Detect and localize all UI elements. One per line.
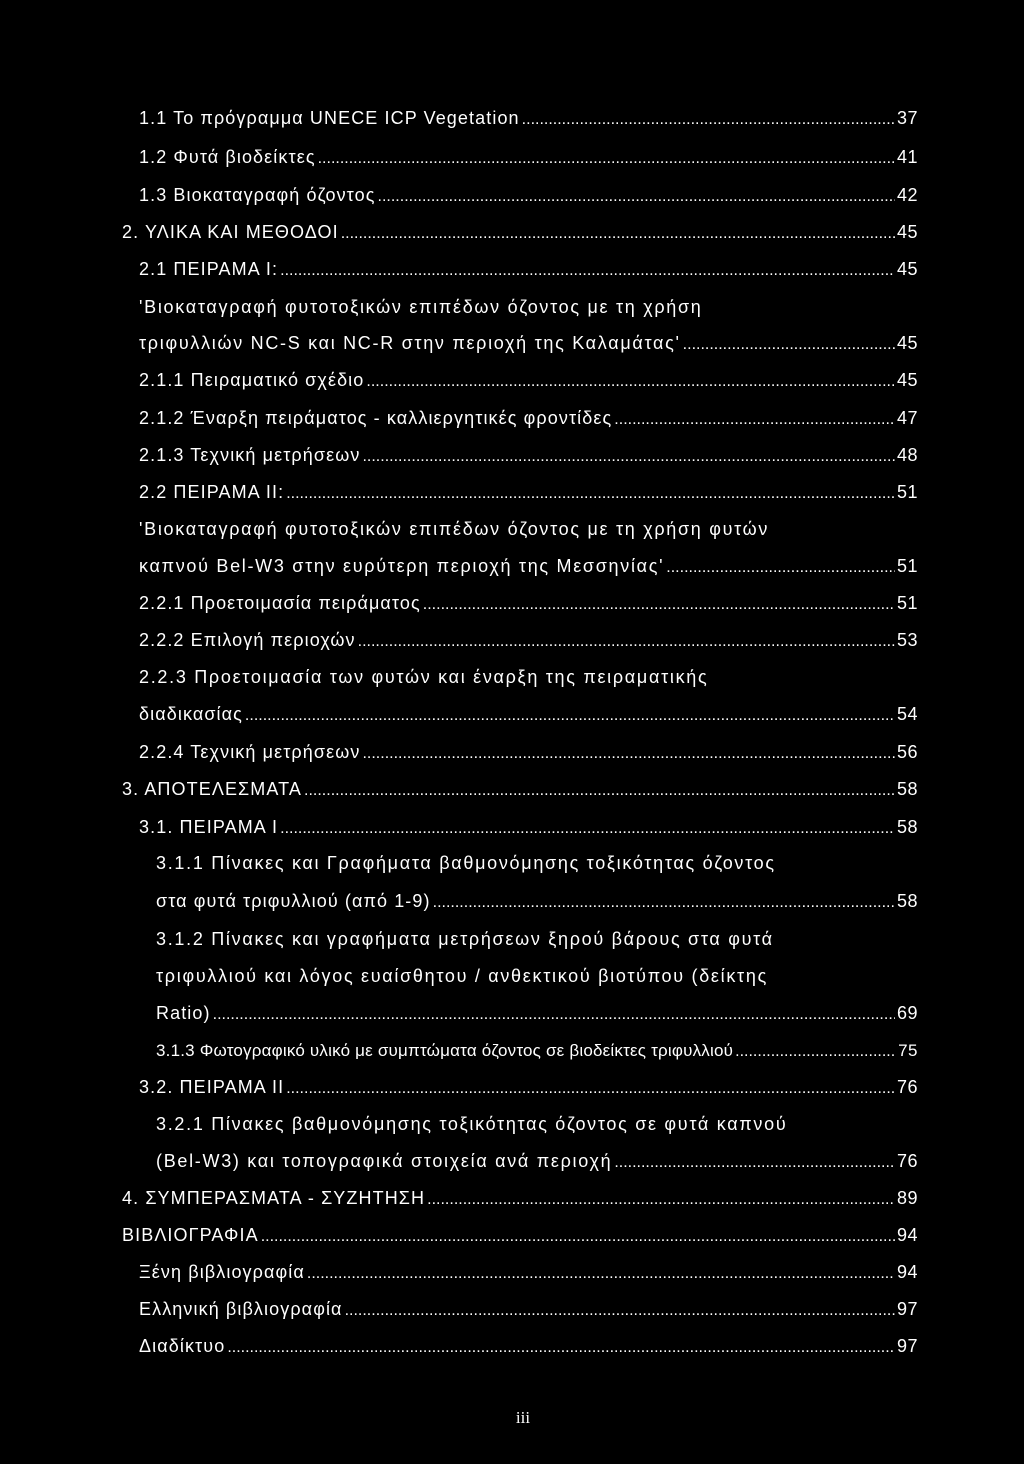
toc-entry bbox=[139, 370, 918, 398]
toc-entry-page: 97 bbox=[896, 1299, 918, 1319]
toc-leader-dots bbox=[433, 894, 895, 912]
toc-entry-title: 'Βιοκαταγραφή φυτοτοξικών επιπέδων όζοντος με τη χρήση φυτών bbox=[139, 519, 770, 539]
toc-entry bbox=[122, 222, 918, 250]
toc-entry bbox=[139, 445, 918, 473]
toc-leader-dots bbox=[261, 1228, 895, 1246]
toc-leader-dots bbox=[427, 1191, 895, 1209]
toc-entry-title: καπνού Bel-W3 στην ευρύτερη περιοχή της Μεσσηνίας' bbox=[139, 556, 665, 576]
toc-entry-title: 2.2 ΠΕΙΡΑΜΑ ΙΙ: bbox=[139, 482, 285, 502]
toc-entry-page: 54 bbox=[896, 704, 918, 724]
toc-entry-title: 3. ΑΠΟΤΕΛΕΣΜΑΤΑ bbox=[122, 779, 303, 799]
toc-leader-dots bbox=[522, 111, 895, 129]
toc-entry bbox=[139, 1299, 918, 1327]
toc-entry-title: 2.2.3 Προετοιμασία των φυτών και έναρξη της πειραματικής bbox=[139, 667, 709, 687]
toc-entry bbox=[139, 742, 918, 770]
toc-entry-page: 53 bbox=[896, 630, 918, 650]
toc-leader-dots bbox=[358, 633, 895, 651]
toc-entry-page: 41 bbox=[896, 147, 918, 167]
toc-entry bbox=[139, 556, 918, 584]
toc-entry bbox=[156, 929, 918, 957]
toc-leader-dots bbox=[227, 1339, 895, 1357]
toc-entry-title: 3.1.3 Φωτογραφικό υλικό με συμπτώματα όζοντος σε βιοδείκτες τριφυλλιού bbox=[156, 1041, 734, 1060]
toc-leader-dots bbox=[307, 1265, 895, 1283]
toc-leader-dots bbox=[318, 150, 895, 168]
toc-entry bbox=[139, 259, 918, 287]
toc-leader-dots bbox=[280, 820, 895, 838]
toc-entry bbox=[139, 185, 918, 213]
toc-entry-title: 2.1.3 Τεχνική μετρήσεων bbox=[139, 445, 361, 465]
toc-entry bbox=[156, 1114, 918, 1142]
toc-entry-page: 37 bbox=[896, 108, 918, 128]
toc-entry bbox=[139, 519, 918, 547]
toc-entry-title: Ξένη βιβλιογραφία bbox=[139, 1262, 305, 1282]
toc-entry-title: 2. ΥΛΙΚΑ ΚΑΙ ΜΕΘΟΔΟΙ bbox=[122, 222, 339, 242]
toc-entry-title: 1.1 Το πρόγραμμα UNECE ICP Vegetation bbox=[139, 108, 520, 128]
toc-entry-title: 2.2.1 Προετοιμασία πειράματος bbox=[139, 593, 421, 613]
toc-leader-dots bbox=[304, 782, 895, 800]
toc-entry bbox=[139, 817, 918, 845]
toc-entry-page: 48 bbox=[896, 445, 918, 465]
toc-entry-title: (Bel-W3) και τοπογραφικά στοιχεία ανά περιοχή bbox=[156, 1151, 613, 1171]
toc-entry bbox=[156, 891, 918, 919]
toc-entry-title: 1.3 Βιοκαταγραφή όζοντος bbox=[139, 185, 376, 205]
toc-leader-dots bbox=[341, 225, 895, 243]
toc-entry-page: 94 bbox=[896, 1225, 918, 1245]
toc-entry-title: Ratio) bbox=[156, 1003, 211, 1023]
toc-entry bbox=[139, 147, 918, 175]
toc-entry bbox=[139, 108, 918, 136]
toc-entry bbox=[139, 482, 918, 510]
toc-entry-page: 51 bbox=[896, 482, 918, 502]
toc-entry-page: 58 bbox=[896, 891, 918, 911]
toc-entry-title: 3.2.1 Πίνακες βαθμονόμησης τοξικότητας όζοντος σε φυτά καπνού bbox=[156, 1114, 788, 1134]
toc-leader-dots bbox=[735, 1043, 896, 1061]
toc-entry-page: 76 bbox=[896, 1151, 918, 1171]
toc-entry bbox=[156, 1151, 918, 1179]
toc-entry-title: 2.2.4 Τεχνική μετρήσεων bbox=[139, 742, 361, 762]
toc-entry-title: 2.1.1 Πειραματικό σχέδιο bbox=[139, 370, 365, 390]
toc-leader-dots bbox=[378, 188, 895, 206]
toc-leader-dots bbox=[345, 1302, 895, 1320]
toc-entry bbox=[139, 593, 918, 621]
toc-entry-page: 94 bbox=[896, 1262, 918, 1282]
toc-entry bbox=[139, 333, 918, 361]
toc-entry bbox=[139, 1336, 918, 1364]
toc-entry-title: 3.1.1 Πίνακες και Γραφήματα βαθμονόμησης τοξικότητας όζοντος bbox=[156, 853, 776, 873]
toc-entry-page: 58 bbox=[896, 779, 918, 799]
toc-entry-page: 51 bbox=[896, 556, 918, 576]
toc-leader-dots bbox=[286, 1080, 895, 1098]
toc-entry-page: 45 bbox=[896, 259, 918, 279]
toc-entry-title: ΒΙΒΛΙΟΓΡΑΦΙΑ bbox=[122, 1225, 259, 1245]
toc-leader-dots bbox=[280, 262, 895, 280]
toc-entry-page: 58 bbox=[896, 817, 918, 837]
toc-leader-dots bbox=[666, 559, 895, 577]
toc-entry-title: 3.1. ΠΕΙΡΑΜΑ Ι bbox=[139, 817, 279, 837]
toc-entry-page: 56 bbox=[896, 742, 918, 762]
toc-leader-dots bbox=[366, 373, 895, 391]
toc-entry-page: 97 bbox=[896, 1336, 918, 1356]
toc-entry bbox=[156, 966, 918, 994]
toc-leader-dots bbox=[423, 596, 895, 614]
toc-entry bbox=[122, 1188, 918, 1216]
page-number: iii bbox=[515, 1408, 531, 1427]
toc-entry-page: 69 bbox=[896, 1003, 918, 1023]
toc-entry bbox=[156, 853, 918, 881]
toc-entry-page: 76 bbox=[896, 1077, 918, 1097]
toc-entry-page: 89 bbox=[896, 1188, 918, 1208]
toc-entry bbox=[139, 704, 918, 732]
toc-entry-page: 42 bbox=[896, 185, 918, 205]
toc-entry-title: διαδικασίας bbox=[139, 704, 243, 724]
toc-leader-dots bbox=[614, 411, 895, 429]
toc-entry-title: στα φυτά τριφυλλιού (από 1-9) bbox=[156, 891, 431, 911]
toc-entry-title: 2.1 ΠΕΙΡΑΜΑ Ι: bbox=[139, 259, 279, 279]
toc-leader-dots bbox=[683, 336, 895, 354]
toc-entry-page: 45 bbox=[896, 333, 918, 353]
toc-entry bbox=[139, 1077, 918, 1105]
toc-entry-page: 51 bbox=[896, 593, 918, 613]
toc-leader-dots bbox=[362, 745, 895, 763]
toc-entry-title: Διαδίκτυο bbox=[139, 1336, 226, 1356]
toc-leader-dots bbox=[286, 485, 895, 503]
toc-entry bbox=[139, 1262, 918, 1290]
toc-entry bbox=[122, 779, 918, 807]
toc-entry bbox=[122, 1225, 918, 1253]
toc-entry-page: 75 bbox=[898, 1041, 918, 1060]
toc-entry-title: Ελληνική βιβλιογραφία bbox=[139, 1299, 343, 1319]
toc-entry-title: 3.2. ΠΕΙΡΑΜΑ ΙΙ bbox=[139, 1077, 285, 1097]
toc-leader-dots bbox=[362, 448, 895, 466]
toc-leader-dots bbox=[213, 1006, 895, 1024]
toc-entry-title: 3.1.2 Πίνακες και γραφήματα μετρήσεων ξηρού βάρους στα φυτά bbox=[156, 929, 774, 949]
toc-leader-dots bbox=[245, 707, 895, 725]
toc-entry bbox=[139, 297, 918, 325]
toc-entry-title: 'Βιοκαταγραφή φυτοτοξικών επιπέδων όζοντος με τη χρήση bbox=[139, 297, 703, 317]
toc-entry-title: 2.2.2 Επιλογή περιοχών bbox=[139, 630, 356, 650]
toc-entry-page: 45 bbox=[896, 370, 918, 390]
toc-entry-title: 4. ΣΥΜΠΕΡΑΣΜΑΤΑ - ΣΥΖΗΤΗΣΗ bbox=[122, 1188, 426, 1208]
toc-entry bbox=[156, 1003, 918, 1031]
toc-entry-title: τριφυλλιών NC-S και NC-R στην περιοχή της Καλαμάτας' bbox=[139, 333, 681, 353]
toc-entry-title: 1.2 Φυτά βιοδείκτες bbox=[139, 147, 316, 167]
toc-entry bbox=[139, 630, 918, 658]
toc-entry-page: 47 bbox=[896, 408, 918, 428]
toc-entry-page: 45 bbox=[896, 222, 918, 242]
toc-entry-title: τριφυλλιού και λόγος ευαίσθητου / ανθεκτικού βιοτύπου (δείκτης bbox=[156, 966, 768, 986]
toc-entry bbox=[139, 667, 918, 695]
toc-entry-title: 2.1.2 Έναρξη πειράματος - καλλιεργητικές φροντίδες bbox=[139, 408, 613, 428]
toc-entry bbox=[156, 1041, 918, 1069]
toc-entry bbox=[139, 408, 918, 436]
toc-leader-dots bbox=[614, 1154, 895, 1172]
